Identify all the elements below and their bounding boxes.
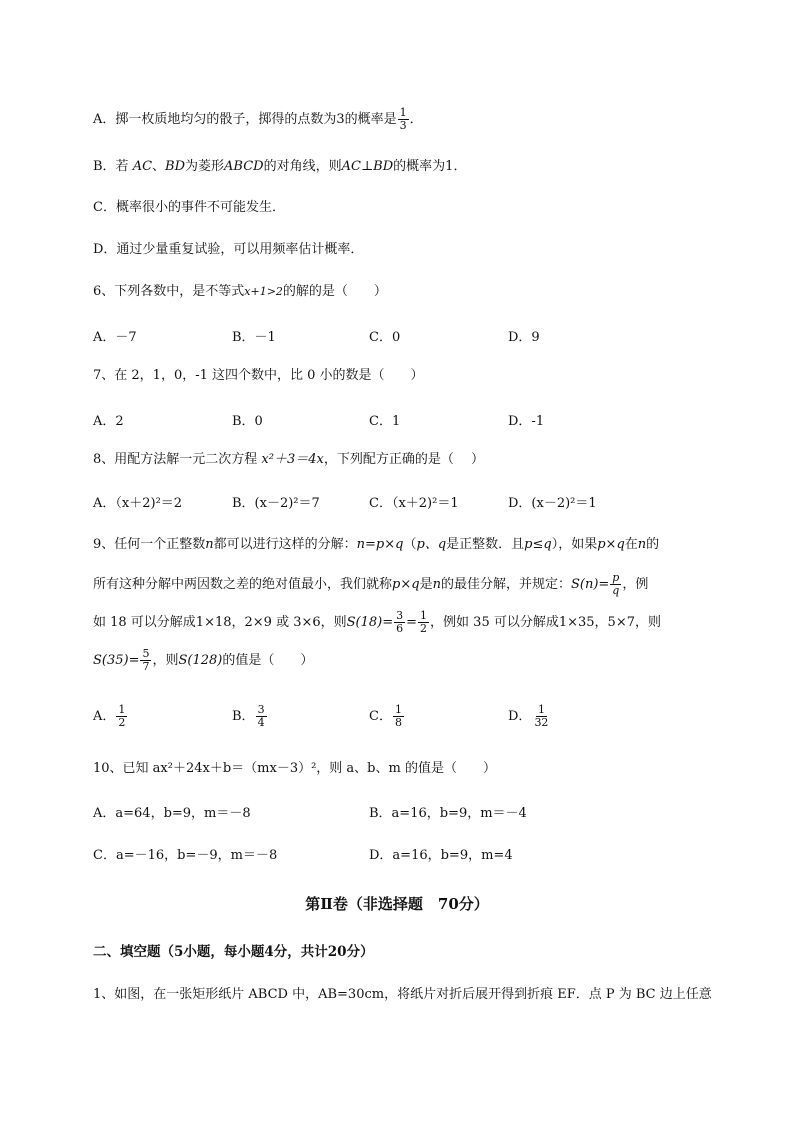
fraction-denominator: 7 bbox=[142, 660, 150, 673]
q10-option-b: B．a=16，b=9，m＝－4 bbox=[369, 806, 527, 821]
text: 8、用配方法解一元二次方程 bbox=[93, 452, 262, 467]
q9-option-c bbox=[369, 704, 405, 729]
q6-option-b: B．－1 bbox=[232, 330, 276, 345]
text: B． bbox=[232, 709, 255, 724]
fraction-denominator: 8 bbox=[394, 716, 402, 729]
math: n bbox=[432, 577, 441, 592]
q8-options bbox=[93, 492, 754, 520]
q10-option-a: A．a=64，b=9，m＝－8 bbox=[93, 806, 251, 821]
q9-line-2 bbox=[93, 570, 754, 600]
math: p×q bbox=[392, 577, 420, 592]
q6-stem bbox=[93, 282, 754, 302]
q8-option-b: B．(x－2)²＝7 bbox=[232, 496, 320, 511]
text: 6、下列各数中，是不等式 bbox=[93, 284, 245, 299]
text: 的值是（ ） bbox=[222, 653, 314, 668]
q7-option-a: A．2 bbox=[93, 414, 124, 429]
text: D． bbox=[508, 709, 532, 724]
math: x²＋3＝4x bbox=[261, 452, 324, 467]
text: 如 18 可以分解成1×18，2×9 或 3×6，则 bbox=[93, 615, 347, 630]
q8-stem bbox=[93, 450, 754, 470]
text: A． bbox=[93, 709, 116, 724]
text: 、 bbox=[152, 159, 166, 174]
q8-option-c: C．（x＋2)²＝1 bbox=[369, 496, 459, 511]
text: ，下列配方正确的是（ ） bbox=[323, 452, 484, 467]
q10-option-d: D．a=16，b=9，m=4 bbox=[369, 848, 513, 863]
q6-options bbox=[93, 326, 754, 354]
text: 的概率为1． bbox=[393, 159, 467, 174]
fraction bbox=[418, 610, 429, 635]
fraction bbox=[256, 704, 267, 729]
text: 都可以进行这样的分解： bbox=[213, 537, 357, 552]
text: B．若 bbox=[93, 159, 133, 174]
q5-option-c: C．概率很小的事件不可能发生． bbox=[93, 200, 285, 215]
fraction-numerator: 3 bbox=[396, 609, 404, 622]
math: n=p×q bbox=[356, 537, 404, 552]
text: 的 bbox=[646, 537, 660, 552]
fraction bbox=[140, 648, 151, 673]
fraction-numerator: p bbox=[612, 571, 620, 584]
q7-option-c: C．1 bbox=[369, 414, 401, 429]
q9-line-4 bbox=[93, 646, 754, 676]
text: ），如果 bbox=[551, 537, 598, 552]
q6-option-c: C．0 bbox=[369, 330, 401, 345]
q6-option-d: D．9 bbox=[508, 330, 540, 345]
punct: ． bbox=[409, 112, 423, 127]
math: S(18)= bbox=[346, 615, 394, 630]
fraction bbox=[610, 572, 621, 597]
text: ，例如 35 可以分解成1×35，5×7，则 bbox=[430, 615, 661, 630]
math: p、q bbox=[416, 537, 447, 552]
q5-option-b bbox=[93, 157, 754, 177]
q7-options bbox=[93, 410, 754, 438]
q5-option-d: D．通过少量重复试验，可以用频率估计概率． bbox=[93, 242, 364, 257]
fill-q1-stem: 1、如图，在一张矩形纸片 ABCD 中，AB=30cm，将纸片对折后展开得到折痕 EF．点 P 为 BC 边上任意 bbox=[93, 987, 712, 1002]
text: （ bbox=[403, 537, 417, 552]
q6-option-a: A．－7 bbox=[93, 330, 137, 345]
text: 的对角线，则 bbox=[263, 159, 342, 174]
fraction-numerator: 5 bbox=[142, 647, 150, 660]
q9-line-1 bbox=[93, 535, 754, 555]
math: p≤q bbox=[524, 537, 552, 552]
math: BD bbox=[165, 159, 186, 174]
q7-option-d: D．-1 bbox=[508, 414, 545, 429]
q5-option-a-text: A．掷一枚质地均匀的骰子，掷得的点数为3的概率是 bbox=[93, 112, 397, 127]
fraction-numerator: 1 bbox=[394, 703, 402, 716]
fraction-numerator: 3 bbox=[257, 703, 265, 716]
text: 的解的是（ ） bbox=[282, 284, 387, 299]
fraction-denominator: 2 bbox=[420, 622, 428, 635]
text: 是 bbox=[419, 577, 433, 592]
q10-options-row-2 bbox=[93, 844, 754, 872]
q8-option-a: A．（x＋2)²＝2 bbox=[93, 496, 183, 511]
fraction bbox=[398, 107, 409, 132]
q10-stem: 10、已知 ax²＋24x＋b＝（mx－3）²，则 a、b、m 的值是（ ） bbox=[93, 761, 496, 776]
math: n bbox=[637, 537, 647, 552]
text: 为菱形 bbox=[185, 159, 225, 174]
q10-options-row-1 bbox=[93, 802, 754, 830]
math: x+1>2 bbox=[244, 285, 283, 298]
q7-option-b: B．0 bbox=[232, 414, 263, 429]
part-title: 二、填空题（5小题，每小题4分，共计20分） bbox=[93, 944, 374, 960]
fraction-numerator: 1 bbox=[399, 106, 407, 119]
text: = bbox=[406, 615, 418, 630]
text: C． bbox=[369, 709, 392, 724]
fraction-denominator: 3 bbox=[399, 119, 407, 132]
fraction-numerator: 1 bbox=[420, 609, 428, 622]
q8-option-d: D．(x－2)²＝1 bbox=[508, 496, 597, 511]
fraction bbox=[116, 704, 127, 729]
q7-stem: 7、在 2，1，0，-1 这四个数中，比 0 小的数是（ ） bbox=[93, 368, 424, 383]
q10-option-c: C．a=－16，b=－9，m＝－8 bbox=[93, 848, 278, 863]
q9-options bbox=[93, 704, 754, 738]
fraction-denominator: q bbox=[612, 584, 620, 597]
q5-option-a bbox=[93, 107, 754, 132]
fraction-denominator: 2 bbox=[118, 716, 126, 729]
math: S(128) bbox=[178, 653, 223, 668]
text: 是正整数．且 bbox=[446, 537, 525, 552]
fraction-denominator: 6 bbox=[396, 622, 404, 635]
fraction-numerator: 1 bbox=[118, 703, 126, 716]
text: 9、任何一个正整数 bbox=[93, 537, 206, 552]
text: ，则 bbox=[152, 653, 179, 668]
math: S(35)= bbox=[93, 653, 140, 668]
math: AC bbox=[132, 159, 153, 174]
text: 在 bbox=[624, 537, 638, 552]
section-title: 第Ⅱ卷（非选择题 70分） bbox=[305, 895, 489, 913]
text: 的最佳分解，并规定： bbox=[440, 577, 571, 592]
text: 所有这种分解中两因数之差的绝对值最小，我们就称 bbox=[93, 577, 393, 592]
math: p×q bbox=[597, 537, 625, 552]
q9-option-b bbox=[232, 704, 268, 729]
math: AC⊥BD bbox=[341, 159, 394, 174]
fraction-denominator: 32 bbox=[534, 716, 549, 729]
text: ，例 bbox=[622, 577, 649, 592]
q9-option-a bbox=[93, 704, 128, 729]
fraction-denominator: 4 bbox=[257, 716, 265, 729]
math: n bbox=[205, 537, 214, 552]
math: S(n)= bbox=[570, 577, 610, 592]
fraction bbox=[393, 704, 404, 729]
fraction bbox=[532, 704, 550, 729]
q9-option-d bbox=[508, 704, 551, 729]
fraction-numerator: 1 bbox=[537, 703, 545, 716]
q9-line-3 bbox=[93, 608, 754, 638]
fraction bbox=[394, 610, 405, 635]
math: ABCD bbox=[224, 159, 264, 174]
